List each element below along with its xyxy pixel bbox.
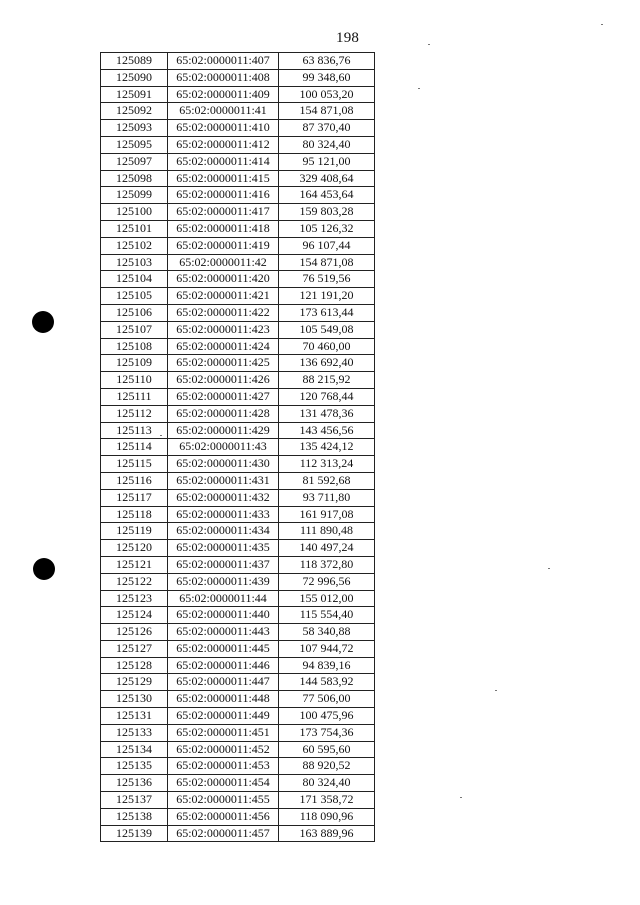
value-cell: 88 215,92	[279, 372, 375, 389]
cadastral-number-cell: 65:02:0000011:435	[168, 540, 279, 557]
table-row	[101, 506, 375, 523]
table-row	[101, 540, 375, 557]
value-cell: 120 768,44	[279, 388, 375, 405]
record-id-cell: 125137	[101, 792, 168, 809]
record-id-cell: 125117	[101, 489, 168, 506]
cadastral-number-cell: 65:02:0000011:451	[168, 724, 279, 741]
cadastral-number-cell: 65:02:0000011:452	[168, 741, 279, 758]
record-id-cell: 125116	[101, 472, 168, 489]
record-id-cell: 125110	[101, 372, 168, 389]
cadastral-table	[100, 52, 375, 842]
record-id-cell: 125099	[101, 187, 168, 204]
scan-speck	[428, 44, 430, 45]
record-id-cell: 125124	[101, 607, 168, 624]
table-row	[101, 288, 375, 305]
cadastral-number-cell: 65:02:0000011:420	[168, 271, 279, 288]
value-cell: 107 944,72	[279, 640, 375, 657]
cadastral-number-cell: 65:02:0000011:424	[168, 338, 279, 355]
cadastral-number-cell: 65:02:0000011:449	[168, 708, 279, 725]
cadastral-number-cell: 65:02:0000011:430	[168, 456, 279, 473]
table-row	[101, 254, 375, 271]
record-id-cell: 125100	[101, 204, 168, 221]
value-cell: 112 313,24	[279, 456, 375, 473]
table-row	[101, 640, 375, 657]
record-id-cell: 125090	[101, 69, 168, 86]
value-cell: 80 324,40	[279, 775, 375, 792]
table-row	[101, 187, 375, 204]
table-row	[101, 103, 375, 120]
table-row	[101, 355, 375, 372]
table-row	[101, 271, 375, 288]
value-cell: 87 370,40	[279, 120, 375, 137]
value-cell: 94 839,16	[279, 657, 375, 674]
record-id-cell: 125131	[101, 708, 168, 725]
record-id-cell: 125112	[101, 405, 168, 422]
cadastral-number-cell: 65:02:0000011:457	[168, 825, 279, 842]
cadastral-number-cell: 65:02:0000011:414	[168, 153, 279, 170]
value-cell: 81 592,68	[279, 472, 375, 489]
cadastral-number-cell: 65:02:0000011:437	[168, 556, 279, 573]
table-row	[101, 69, 375, 86]
table-row	[101, 120, 375, 137]
value-cell: 111 890,48	[279, 523, 375, 540]
value-cell: 88 920,52	[279, 758, 375, 775]
value-cell: 105 549,08	[279, 321, 375, 338]
table-row	[101, 825, 375, 842]
value-cell: 96 107,44	[279, 237, 375, 254]
record-id-cell: 125107	[101, 321, 168, 338]
value-cell: 154 871,08	[279, 103, 375, 120]
record-id-cell: 125091	[101, 86, 168, 103]
table-row	[101, 741, 375, 758]
cadastral-number-cell: 65:02:0000011:425	[168, 355, 279, 372]
record-id-cell: 125126	[101, 624, 168, 641]
value-cell: 76 519,56	[279, 271, 375, 288]
value-cell: 173 613,44	[279, 304, 375, 321]
cadastral-number-cell: 65:02:0000011:421	[168, 288, 279, 305]
cadastral-number-cell: 65:02:0000011:428	[168, 405, 279, 422]
value-cell: 163 889,96	[279, 825, 375, 842]
value-cell: 80 324,40	[279, 136, 375, 153]
cadastral-number-cell: 65:02:0000011:447	[168, 674, 279, 691]
record-id-cell: 125127	[101, 640, 168, 657]
cadastral-number-cell: 65:02:0000011:453	[168, 758, 279, 775]
value-cell: 100 053,20	[279, 86, 375, 103]
record-id-cell: 125135	[101, 758, 168, 775]
table-row	[101, 53, 375, 70]
scan-speck	[548, 568, 550, 569]
table-row	[101, 607, 375, 624]
cadastral-number-cell: 65:02:0000011:432	[168, 489, 279, 506]
value-cell: 143 456,56	[279, 422, 375, 439]
cadastral-number-cell: 65:02:0000011:423	[168, 321, 279, 338]
cadastral-number-cell: 65:02:0000011:426	[168, 372, 279, 389]
record-id-cell: 125121	[101, 556, 168, 573]
value-cell: 136 692,40	[279, 355, 375, 372]
record-id-cell: 125118	[101, 506, 168, 523]
cadastral-number-cell: 65:02:0000011:429	[168, 422, 279, 439]
record-id-cell: 125113	[101, 422, 168, 439]
table-row	[101, 220, 375, 237]
cadastral-number-cell: 65:02:0000011:431	[168, 472, 279, 489]
value-cell: 95 121,00	[279, 153, 375, 170]
record-id-cell: 125115	[101, 456, 168, 473]
table-body	[101, 53, 375, 842]
table-row	[101, 321, 375, 338]
cadastral-number-cell: 65:02:0000011:427	[168, 388, 279, 405]
cadastral-number-cell: 65:02:0000011:407	[168, 53, 279, 70]
table-row	[101, 556, 375, 573]
record-id-cell: 125123	[101, 590, 168, 607]
cadastral-number-cell: 65:02:0000011:412	[168, 136, 279, 153]
cadastral-number-cell: 65:02:0000011:454	[168, 775, 279, 792]
record-id-cell: 125139	[101, 825, 168, 842]
table-row	[101, 624, 375, 641]
cadastral-number-cell: 65:02:0000011:44	[168, 590, 279, 607]
scan-speck	[495, 690, 497, 691]
table-row	[101, 792, 375, 809]
scan-speck	[418, 88, 420, 89]
table-row	[101, 775, 375, 792]
record-id-cell: 125105	[101, 288, 168, 305]
record-id-cell: 125097	[101, 153, 168, 170]
table-row	[101, 758, 375, 775]
record-id-cell: 125133	[101, 724, 168, 741]
scan-speck	[460, 797, 462, 798]
table-row	[101, 456, 375, 473]
value-cell: 154 871,08	[279, 254, 375, 271]
scan-speck	[601, 24, 603, 25]
table-row	[101, 372, 375, 389]
cadastral-number-cell: 65:02:0000011:415	[168, 170, 279, 187]
cadastral-number-cell: 65:02:0000011:417	[168, 204, 279, 221]
value-cell: 70 460,00	[279, 338, 375, 355]
value-cell: 161 917,08	[279, 506, 375, 523]
record-id-cell: 125111	[101, 388, 168, 405]
record-id-cell: 125136	[101, 775, 168, 792]
cadastral-number-cell: 65:02:0000011:42	[168, 254, 279, 271]
table-row	[101, 86, 375, 103]
value-cell: 131 478,36	[279, 405, 375, 422]
value-cell: 155 012,00	[279, 590, 375, 607]
record-id-cell: 125128	[101, 657, 168, 674]
value-cell: 118 372,80	[279, 556, 375, 573]
value-cell: 93 711,80	[279, 489, 375, 506]
cadastral-number-cell: 65:02:0000011:422	[168, 304, 279, 321]
record-id-cell: 125092	[101, 103, 168, 120]
record-id-cell: 125108	[101, 338, 168, 355]
record-id-cell: 125138	[101, 808, 168, 825]
value-cell: 58 340,88	[279, 624, 375, 641]
value-cell: 100 475,96	[279, 708, 375, 725]
cadastral-number-cell: 65:02:0000011:445	[168, 640, 279, 657]
cadastral-number-cell: 65:02:0000011:455	[168, 792, 279, 809]
table-row	[101, 708, 375, 725]
cadastral-number-cell: 65:02:0000011:43	[168, 439, 279, 456]
value-cell: 77 506,00	[279, 691, 375, 708]
record-id-cell: 125122	[101, 573, 168, 590]
cadastral-number-cell: 65:02:0000011:408	[168, 69, 279, 86]
page-number: 198	[336, 30, 360, 46]
value-cell: 159 803,28	[279, 204, 375, 221]
table-row	[101, 489, 375, 506]
record-id-cell: 125130	[101, 691, 168, 708]
table-row	[101, 136, 375, 153]
value-cell: 99 348,60	[279, 69, 375, 86]
table-row	[101, 439, 375, 456]
table-row	[101, 657, 375, 674]
value-cell: 118 090,96	[279, 808, 375, 825]
cadastral-number-cell: 65:02:0000011:434	[168, 523, 279, 540]
cadastral-number-cell: 65:02:0000011:446	[168, 657, 279, 674]
table-row	[101, 405, 375, 422]
value-cell: 173 754,36	[279, 724, 375, 741]
table-row	[101, 338, 375, 355]
table-row	[101, 724, 375, 741]
cadastral-number-cell: 65:02:0000011:433	[168, 506, 279, 523]
record-id-cell: 125129	[101, 674, 168, 691]
table-row	[101, 472, 375, 489]
table-row	[101, 237, 375, 254]
cadastral-number-cell: 65:02:0000011:41	[168, 103, 279, 120]
table-row	[101, 204, 375, 221]
value-cell: 329 408,64	[279, 170, 375, 187]
value-cell: 140 497,24	[279, 540, 375, 557]
cadastral-number-cell: 65:02:0000011:448	[168, 691, 279, 708]
table-row	[101, 170, 375, 187]
table-row	[101, 523, 375, 540]
table-row	[101, 691, 375, 708]
record-id-cell: 125119	[101, 523, 168, 540]
table-row	[101, 808, 375, 825]
record-id-cell: 125102	[101, 237, 168, 254]
value-cell: 135 424,12	[279, 439, 375, 456]
table-row	[101, 153, 375, 170]
record-id-cell: 125093	[101, 120, 168, 137]
value-cell: 72 996,56	[279, 573, 375, 590]
punch-hole	[33, 558, 55, 580]
cadastral-number-cell: 65:02:0000011:456	[168, 808, 279, 825]
punch-hole	[32, 311, 54, 333]
record-id-cell: 125095	[101, 136, 168, 153]
value-cell: 60 595,60	[279, 741, 375, 758]
cadastral-number-cell: 65:02:0000011:419	[168, 237, 279, 254]
record-id-cell: 125109	[101, 355, 168, 372]
record-id-cell: 125120	[101, 540, 168, 557]
table-row	[101, 422, 375, 439]
cadastral-number-cell: 65:02:0000011:443	[168, 624, 279, 641]
value-cell: 115 554,40	[279, 607, 375, 624]
record-id-cell: 125134	[101, 741, 168, 758]
record-id-cell: 125098	[101, 170, 168, 187]
cadastral-number-cell: 65:02:0000011:416	[168, 187, 279, 204]
value-cell: 121 191,20	[279, 288, 375, 305]
table-row	[101, 304, 375, 321]
record-id-cell: 125104	[101, 271, 168, 288]
table-row	[101, 590, 375, 607]
value-cell: 105 126,32	[279, 220, 375, 237]
table-row	[101, 388, 375, 405]
record-id-cell: 125089	[101, 53, 168, 70]
table-row	[101, 674, 375, 691]
cadastral-number-cell: 65:02:0000011:409	[168, 86, 279, 103]
cadastral-number-cell: 65:02:0000011:439	[168, 573, 279, 590]
cadastral-number-cell: 65:02:0000011:410	[168, 120, 279, 137]
record-id-cell: 125114	[101, 439, 168, 456]
record-id-cell: 125101	[101, 220, 168, 237]
value-cell: 144 583,92	[279, 674, 375, 691]
record-id-cell: 125103	[101, 254, 168, 271]
value-cell: 171 358,72	[279, 792, 375, 809]
value-cell: 164 453,64	[279, 187, 375, 204]
table-row	[101, 573, 375, 590]
cadastral-number-cell: 65:02:0000011:418	[168, 220, 279, 237]
cadastral-number-cell: 65:02:0000011:440	[168, 607, 279, 624]
record-id-cell: 125106	[101, 304, 168, 321]
value-cell: 63 836,76	[279, 53, 375, 70]
